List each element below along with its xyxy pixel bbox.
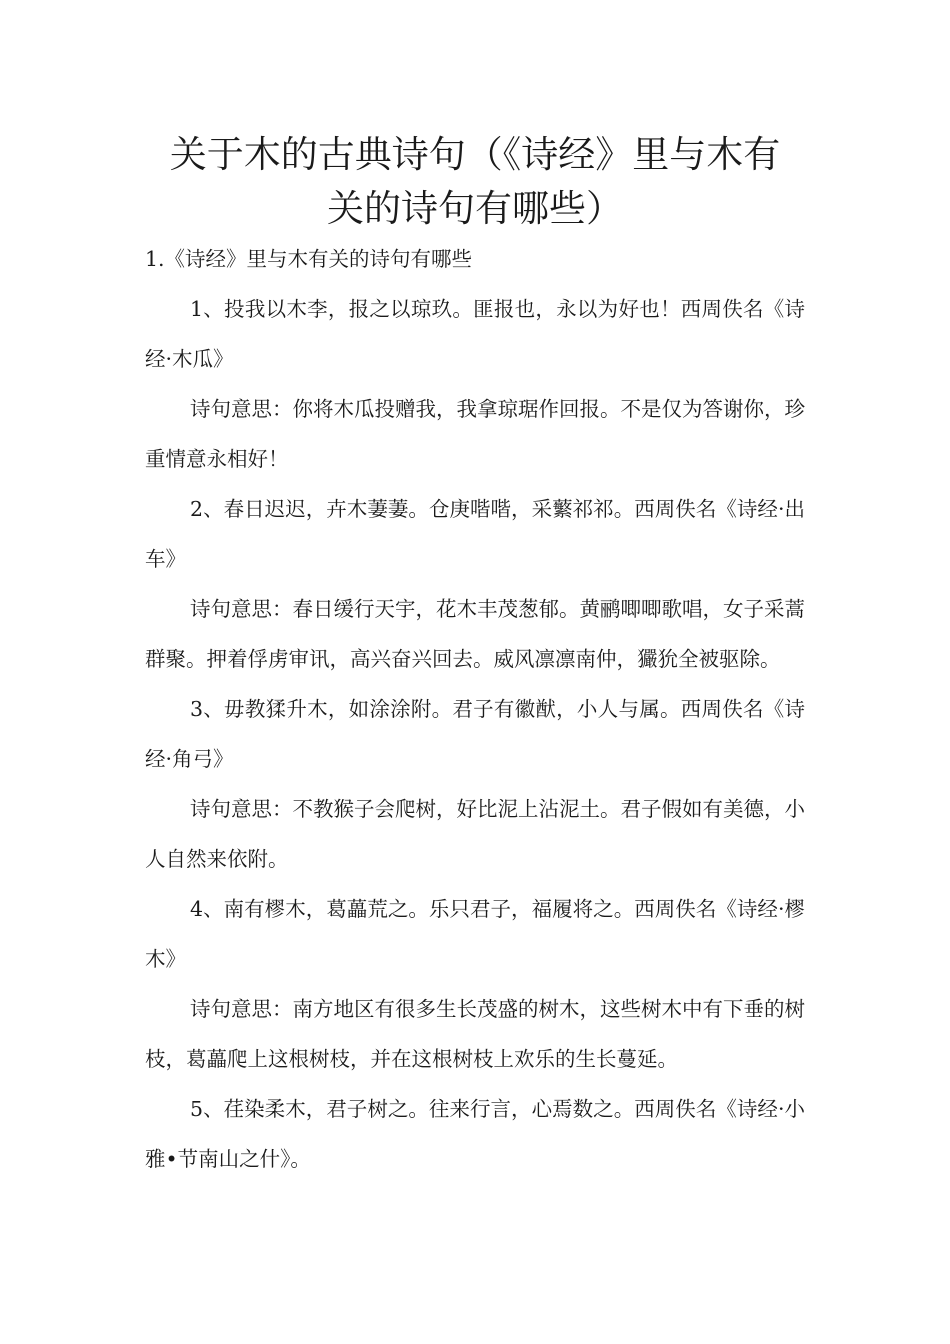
section-heading: 1.《诗经》里与木有关的诗句有哪些 [145,247,473,271]
title-line-1: 关于木的古典诗句（《诗经》里与木有 [169,133,781,176]
paragraph: 诗句意思：你将木瓜投赠我，我拿琼琚作回报。不是仅为答谢你，珍重情意永相好！ [145,397,805,471]
paragraph: 3、毋教猱升木，如涂涂附。君子有徽猷，小人与属。西周佚名《诗经·角弓》 [145,697,805,771]
paragraph: 1、投我以木李，报之以琼玖。匪报也，永以为好也！西周佚名《诗经·木瓜》 [145,297,805,371]
paragraph: 诗句意思：不教猴子会爬树，好比泥上沾泥土。君子假如有美德，小人自然来依附。 [145,797,805,871]
paragraph: 诗句意思：南方地区有很多生长茂盛的树木，这些树木中有下垂的树枝，葛藟爬上这根树枝，并在这根树枝上欢乐的生长蔓延。 [145,997,805,1071]
paragraph: 2、春日迟迟，卉木萋萋。仓庚喈喈，采蘩祁祁。西周佚名《诗经·出车》 [145,497,805,571]
document-title [120,128,830,236]
paragraph: 4、南有樛木，葛藟荒之。乐只君子，福履将之。西周佚名《诗经·樛木》 [145,897,805,971]
paragraph: 诗句意思：春日缓行天宇，花木丰茂葱郁。黄鹂唧唧歌唱，女子采蒿群聚。押着俘虏审讯，高兴奋兴回去。威风凛凛南仲，玁狁全被驱除。 [145,597,805,671]
paragraph: 5、荏染柔木，君子树之。往来行言，心焉数之。西周佚名《诗经·小雅•节南山之什》。 [145,1097,805,1171]
title-line-2: 关的诗句有哪些） [327,187,623,230]
document-body [145,234,805,1184]
